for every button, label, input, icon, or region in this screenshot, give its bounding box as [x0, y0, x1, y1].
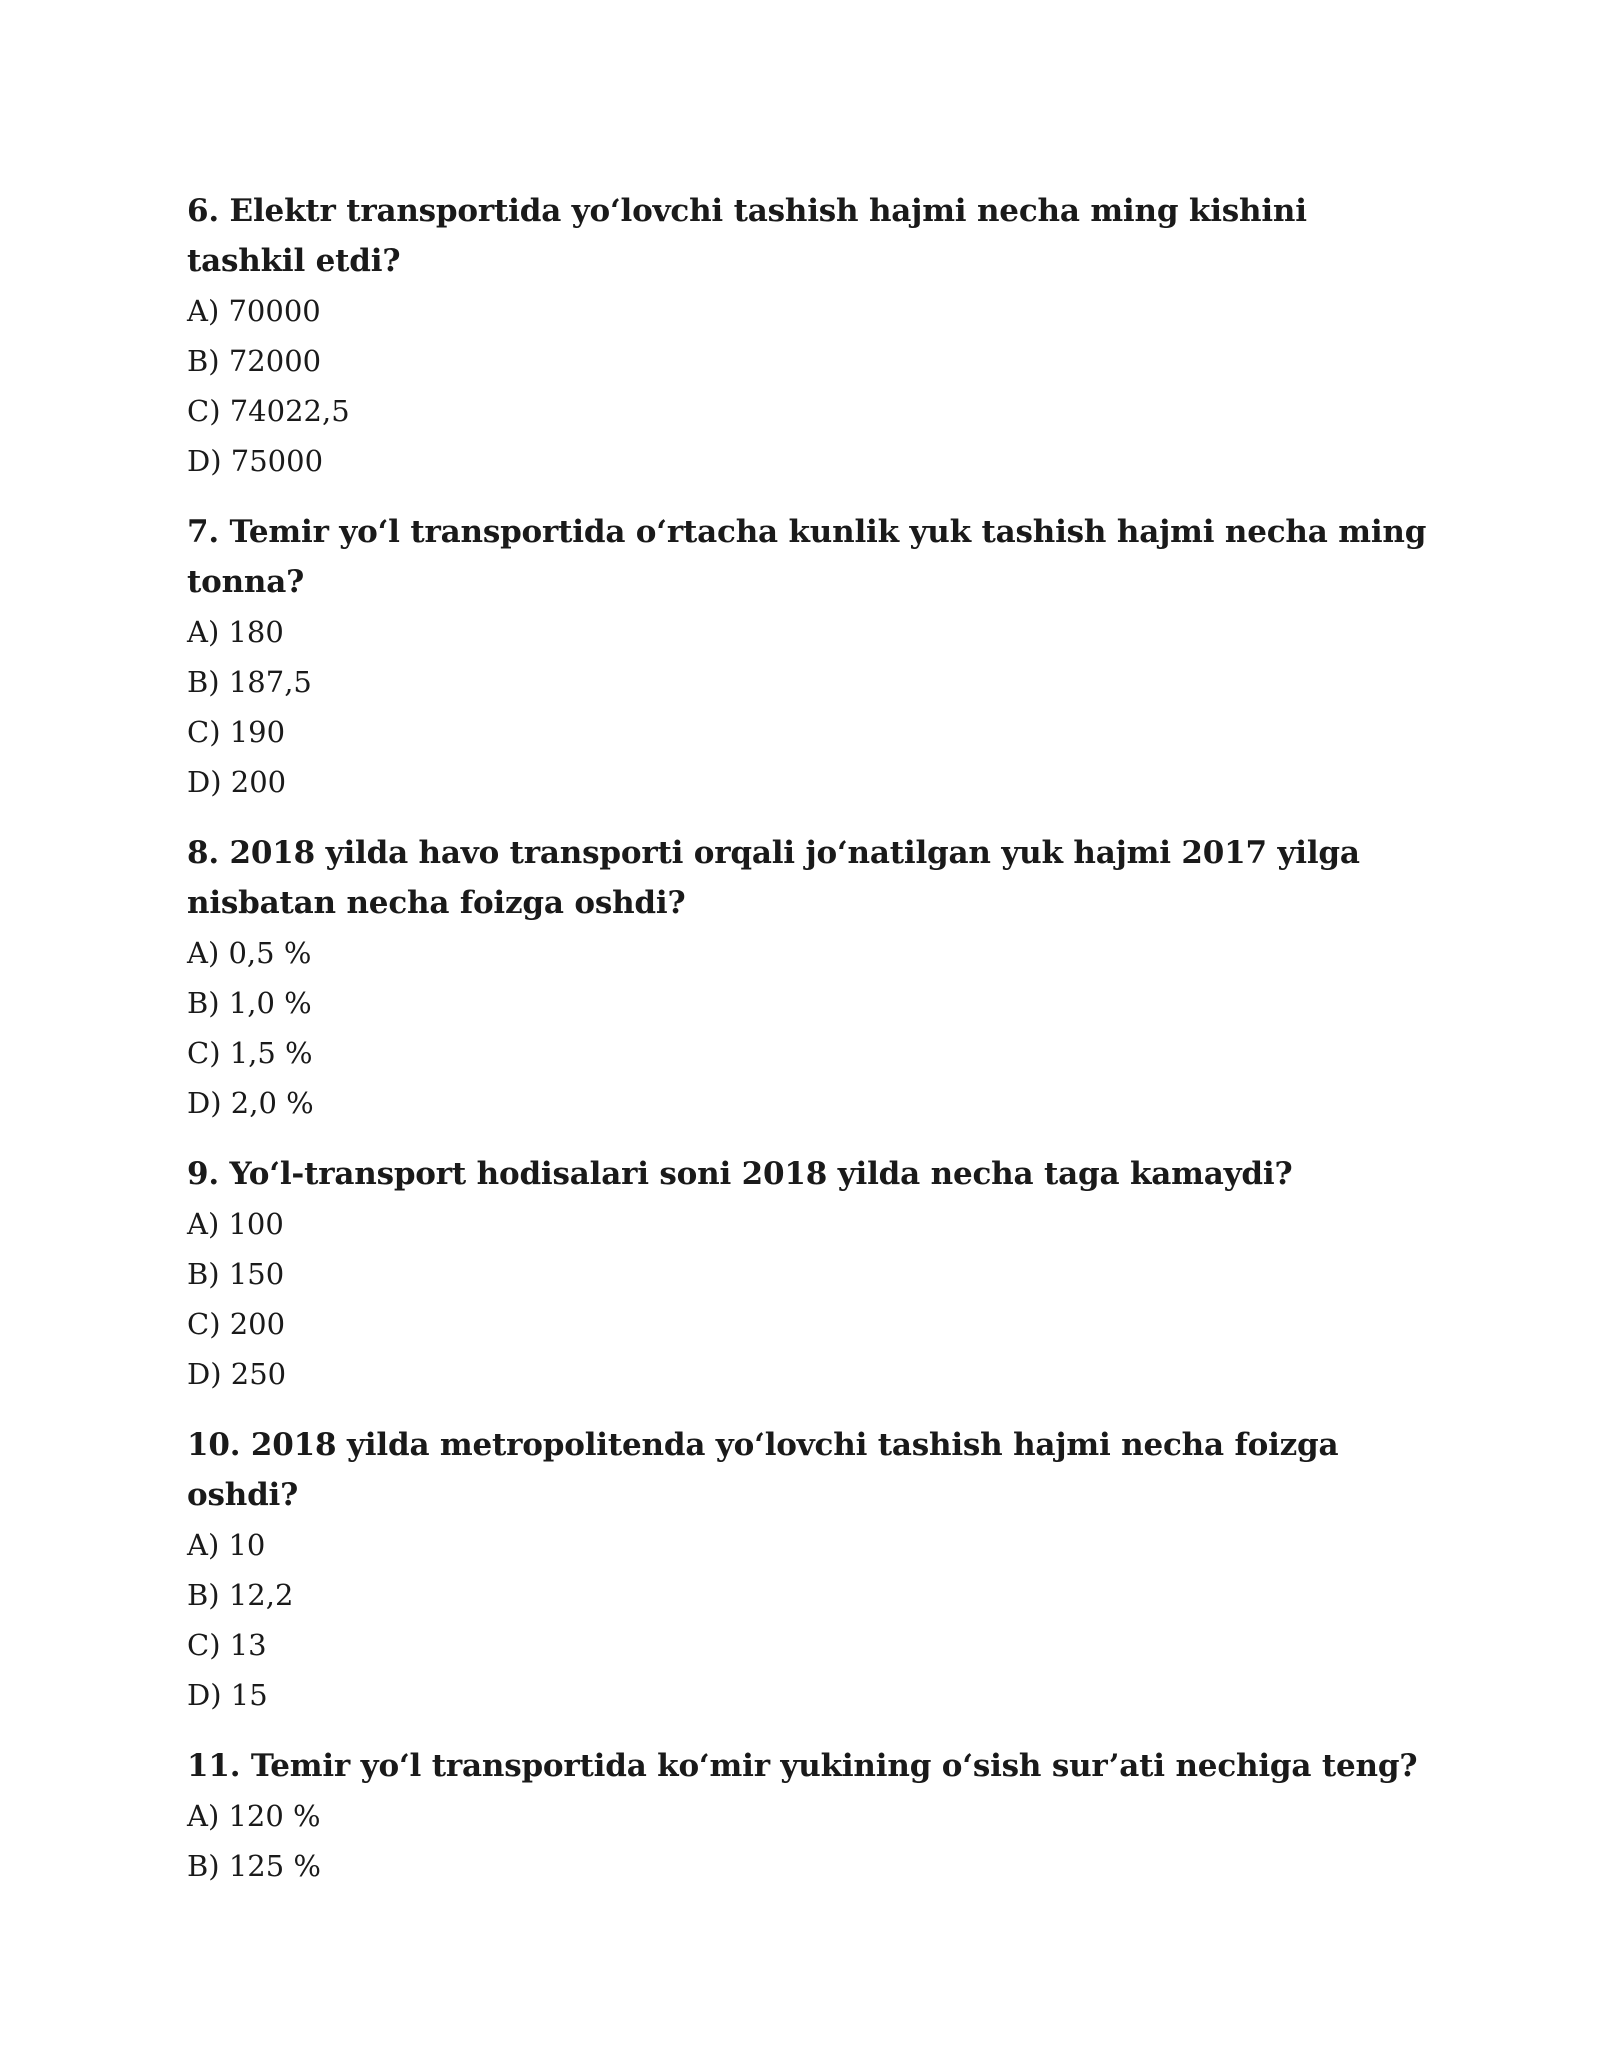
question-9	[187, 1149, 1427, 1399]
answer-options	[187, 1520, 1427, 1720]
answer-options	[187, 1791, 1427, 1891]
option-c: C) 200	[187, 1307, 286, 1341]
option-c: C) 190	[187, 715, 286, 749]
option-a: A) 10	[187, 1528, 266, 1562]
option-d: D) 15	[187, 1678, 268, 1712]
question-title: 10. 2018 yilda metropolitenda yo‘lovchi tashish hajmi necha foizga oshdi?	[187, 1427, 1339, 1513]
answer-options	[187, 286, 1427, 486]
document-page	[187, 186, 1427, 1912]
option-b: B) 72000	[187, 344, 322, 378]
question-title: 7. Temir yo‘l transportida o‘rtacha kunlik yuk tashish hajmi necha ming tonna?	[187, 514, 1427, 600]
option-a: A) 100	[187, 1207, 284, 1241]
question-6	[187, 186, 1427, 486]
question-title: 9. Yo‘l-transport hodisalari soni 2018 yilda necha taga kamaydi?	[187, 1156, 1293, 1192]
question-10	[187, 1420, 1427, 1720]
question-11	[187, 1741, 1427, 1891]
option-a: A) 70000	[187, 294, 321, 328]
question-title: 8. 2018 yilda havo transporti orqali jo‘natilgan yuk hajmi 2017 yilga nisbatan necha foizga oshdi?	[187, 835, 1360, 921]
option-b: B) 12,2	[187, 1578, 294, 1612]
question-title: 6. Elektr transportida yo‘lovchi tashish hajmi necha ming kishini tashkil etdi?	[187, 193, 1307, 279]
option-d: D) 75000	[187, 444, 324, 478]
option-d: D) 250	[187, 1357, 287, 1391]
question-title: 11. Temir yo‘l transportida ko‘mir yukining o‘sish sur’ati nechiga teng?	[187, 1748, 1418, 1784]
question-7	[187, 507, 1427, 807]
option-d: D) 2,0 %	[187, 1086, 314, 1120]
option-a: A) 0,5 %	[187, 936, 312, 970]
answer-options	[187, 928, 1427, 1128]
question-8	[187, 828, 1427, 1128]
answer-options	[187, 607, 1427, 807]
option-b: B) 1,0 %	[187, 986, 312, 1020]
option-b: B) 125 %	[187, 1849, 321, 1883]
option-b: B) 150	[187, 1257, 285, 1291]
option-a: A) 180	[187, 615, 284, 649]
option-d: D) 200	[187, 765, 287, 799]
option-c: C) 1,5 %	[187, 1036, 313, 1070]
option-b: B) 187,5	[187, 665, 312, 699]
option-a: A) 120 %	[187, 1799, 321, 1833]
option-c: C) 74022,5	[187, 394, 350, 428]
answer-options	[187, 1199, 1427, 1399]
option-c: C) 13	[187, 1628, 267, 1662]
